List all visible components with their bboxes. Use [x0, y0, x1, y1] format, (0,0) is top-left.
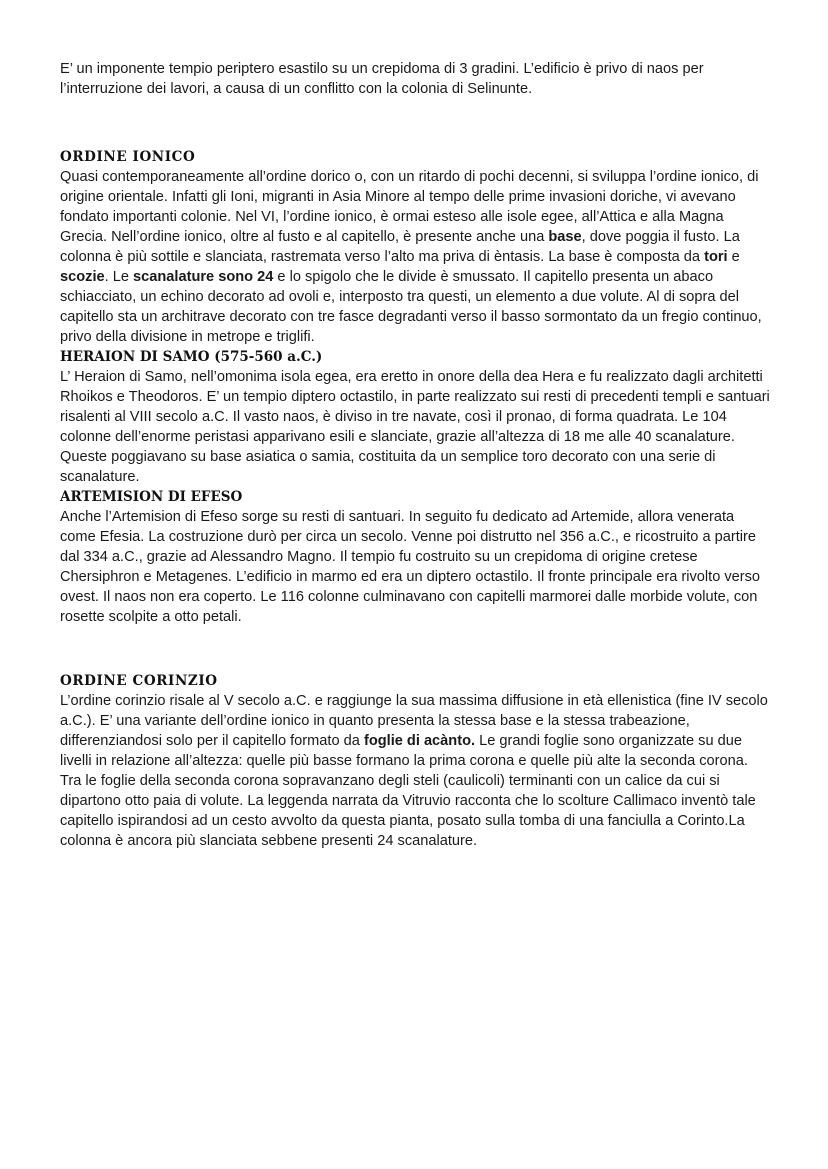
heraion-paragraph: L’ Heraion di Samo, nell’omonima isola egea, era eretto in onore della dea Hera e fu realizzato dagli architetti Rhoikos e Theodoros. E’ un tempio diptero octastilo, in parte realizzato sui resti di precedenti templi e santuari risalenti al VIII secolo a.C. Il vasto naos, è diviso in tre navate, così il pronao, di forma quadrata. Le 104 colonne dell’enorme peristasi apparivano esili e slanciate, grazie all’altezza di 18 me alle 40 scanalature. Queste poggiavano su base asiatica o samia, costituita da un semplice toro decorato con una serie di scanalature. [60, 369, 770, 485]
section-spacer [60, 627, 772, 671]
ionic-order-paragraph [60, 167, 772, 347]
text-run: L’ordine corinzio risale al V secolo a.C. e raggiunge la sua massima diffusione in età ellenistica (fine IV secolo a.C.). E’ una variante dell’ordine ionico in quanto presenta la stessa base e la stessa trabeazione, differenziandosi solo per il capitello formato da [60, 693, 768, 749]
document-page [60, 59, 772, 851]
ionic-order-heading: ORDINE IONICO [60, 149, 196, 165]
text-run: Le grandi foglie sono organizzate su due livelli in relazione all’altezza: quelle più basse formano la prima corona e quelle più alte la seconda corona. Tra le foglie della seconda corona sopravanzano degli steli (caulicoli) terminanti con un calice da cui si dipartono otto paia di volute. La leggenda narrata da Vitruvio racconta che lo scolture Callimaco inventò tale capitello ispirandosi ad un cesto avvolto da questa pianta, posato sulla tomba di una fanciulla a Corinto.La colonna è ancora più slanciata sebbene presenti 24 scanalature. [60, 733, 756, 849]
text-run: . Le [104, 269, 134, 285]
artemision-heading: ARTEMISION DI EFESO [60, 489, 243, 505]
text-run: Quasi contemporaneamente all’ordine dorico o, con un ritardo di pochi decenni, si sviluppa l’ordine ionico, di origine orientale. Infatti gli Ioni, migranti in Asia Minore al tempo delle prime invasioni doriche, vi avevano fondato importanti colonie. Nel VI, l’ordine ionico, è ormai esteso alle isole egee, all’Attica e alla Magna Grecia. Nell’ordine ionico, oltre al fusto e al capitello, è presente anche una [60, 169, 759, 245]
section-spacer [60, 99, 772, 147]
text-run: , dove poggia il fusto. La colonna è più sottile e slanciata, rastremata verso l’alto ma priva di èntasis. La base è composta da [60, 229, 740, 265]
corinthian-order-heading: ORDINE CORINZIO [60, 673, 218, 689]
text-run: e lo spigolo che le divide è smussato. Il capitello presenta un abaco schiacciato, un echino decorato ad ovoli e, interposto tra questi, un elemento a due volute. Al di sopra del capitello sta un architrave decorato con tre fasce degradanti verso il basso sormontato da un fregio continuo, privo della divisione in metrope e triglifi. [60, 269, 762, 345]
heraion-heading: HERAION DI SAMO (575-560 a.C.) [60, 349, 323, 365]
corinthian-order-paragraph [60, 691, 772, 851]
intro-paragraph: E’ un imponente tempio periptero esastilo su un crepidoma di 3 gradini. L’edificio è privo di naos per l’interruzione dei lavori, a causa di un conflitto con la colonia di Selinunte. [60, 61, 704, 97]
bold-term-base: base [548, 229, 582, 245]
bold-term-foglie: foglie di acànto. [363, 733, 476, 749]
bold-term-scanalature: scanalature sono 24 [133, 269, 274, 285]
bold-term-scozie: scozie [60, 269, 105, 285]
text-run: e [727, 249, 740, 265]
bold-term-tori: tori [704, 249, 728, 265]
artemision-paragraph: Anche l’Artemision di Efeso sorge su resti di santuari. In seguito fu dedicato ad Artemide, allora venerata come Efesia. La costruzione durò per circa un secolo. Venne poi distrutto nel 356 a.C., e ricostruito a partire dal 334 a.C., grazie ad Alessandro Magno. Il tempio fu costruito su un crepidoma di origine cretese Chersiphron e Metagenes. L’edificio in marmo ed era un diptero octastilo. Il fronte principale era rivolto verso ovest. Il naos non era coperto. Le 116 colonne culminavano con capitelli marmorei dalle morbide volute, con rosette scolpite a otto petali. [60, 509, 761, 625]
